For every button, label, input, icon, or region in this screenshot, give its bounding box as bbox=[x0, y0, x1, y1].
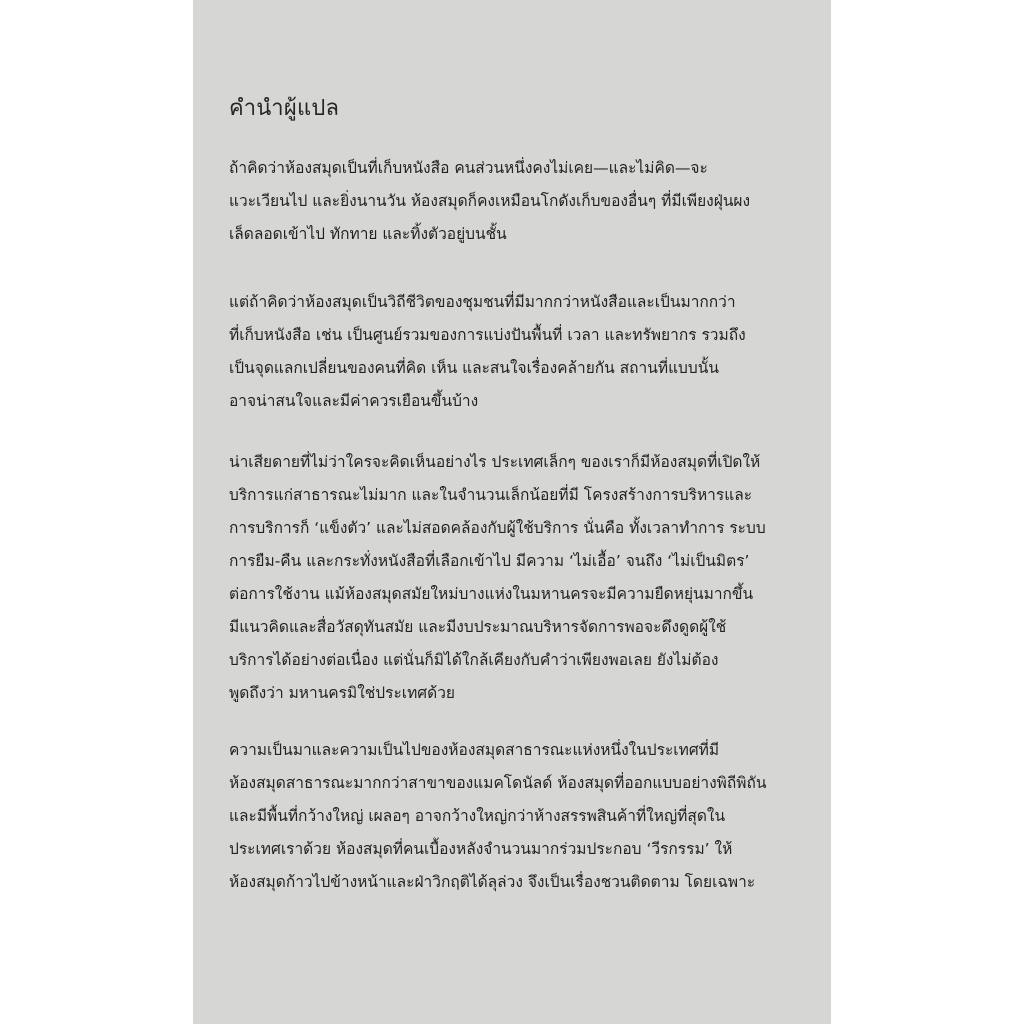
text-line: การบริการก็ ‘แข็งตัว’ และไม่สอดคล้องกับผู้ใช้บริการ นั่นคือ ทั้งเวลาทำการ ระบบ bbox=[229, 519, 766, 537]
text-line: ประเทศเราด้วย ห้องสมุดที่คนเบื้องหลังจำนวนมากร่วมประกอบ ‘วีรกรรม’ ให้ bbox=[229, 840, 733, 858]
text-line: เป็นจุดแลกเปลี่ยนของคนที่คิด เห็น และสนใจเรื่องคล้ายกัน สถานที่แบบนั้น bbox=[229, 359, 719, 377]
text-line: อาจน่าสนใจและมีค่าควรเยือนขึ้นบ้าง bbox=[229, 392, 479, 410]
paragraph-1 bbox=[229, 152, 789, 251]
paragraph-4 bbox=[229, 734, 789, 899]
paragraph-2 bbox=[229, 286, 789, 418]
text-line: เล็ดลอดเข้าไป ทักทาย และทิ้งตัวอยู่บนชั้น bbox=[229, 225, 507, 243]
text-line: บริการแก่สาธารณะไม่มาก และในจำนวนเล็กน้อยที่มี โครงสร้างการบริหารและ bbox=[229, 486, 753, 504]
page-title: คำนำผู้แปล bbox=[229, 96, 340, 121]
text-line: แวะเวียนไป และยิ่งนานวัน ห้องสมุดก็คงเหมือนโกดังเก็บของอื่นๆ ที่มีเพียงฝุ่นผง bbox=[229, 192, 751, 210]
text-line: แต่ถ้าคิดว่าห้องสมุดเป็นวิถีชีวิตของชุมชนที่มีมากกว่าหนังสือและเป็นมากกว่า bbox=[229, 293, 736, 311]
text-line: น่าเสียดายที่ไม่ว่าใครจะคิดเห็นอย่างไร ประเทศเล็กๆ ของเราก็มีห้องสมุดที่เปิดให้ bbox=[229, 453, 761, 471]
text-line: พูดถึงว่า มหานครมิใช่ประเทศด้วย bbox=[229, 684, 455, 702]
text-line: ต่อการใช้งาน แม้ห้องสมุดสมัยใหม่บางแห่งในมหานครจะมีความยืดหยุ่นมากขึ้น bbox=[229, 585, 754, 603]
text-line: และมีพื้นที่กว้างใหญ่ เผลอๆ อาจกว้างใหญ่กว่าห้างสรรพสินค้าที่ใหญ่ที่สุดใน bbox=[229, 807, 726, 825]
text-line: การยืม-คืน และกระทั่งหนังสือที่เลือกเข้าไป มีความ ‘ไม่เอื้อ’ จนถึง ‘ไม่เป็นมิตร’ bbox=[229, 552, 750, 570]
paragraph-3 bbox=[229, 446, 789, 710]
text-line: ห้องสมุดสาธารณะมากกว่าสาขาของแมคโดนัลด์ ห้องสมุดที่ออกแบบอย่างพิถีพิถัน bbox=[229, 774, 767, 792]
text-line: ห้องสมุดก้าวไปข้างหน้าและฝ่าวิกฤติได้ลุล่วง จึงเป็นเรื่องชวนติดตาม โดยเฉพาะ bbox=[229, 873, 756, 891]
text-line: ความเป็นมาและความเป็นไปของห้องสมุดสาธารณะแห่งหนึ่งในประเทศที่มี bbox=[229, 741, 720, 759]
text-line: บริการได้อย่างต่อเนื่อง แต่นั่นก็มิได้ใกล้เคียงกับคำว่าเพียงพอเลย ยังไม่ต้อง bbox=[229, 651, 719, 669]
book-page bbox=[193, 0, 831, 1024]
text-line: ที่เก็บหนังสือ เช่น เป็นศูนย์รวมของการแบ่งปันพื้นที่ เวลา และทรัพยากร รวมถึง bbox=[229, 326, 746, 344]
text-line: ถ้าคิดว่าห้องสมุดเป็นที่เก็บหนังสือ คนส่วนหนึ่งคงไม่เคย—และไม่คิด—จะ bbox=[229, 159, 708, 177]
text-line: มีแนวคิดและสื่อวัสดุทันสมัย และมีงบประมาณบริหารจัดการพอจะดึงดูดผู้ใช้ bbox=[229, 618, 727, 636]
